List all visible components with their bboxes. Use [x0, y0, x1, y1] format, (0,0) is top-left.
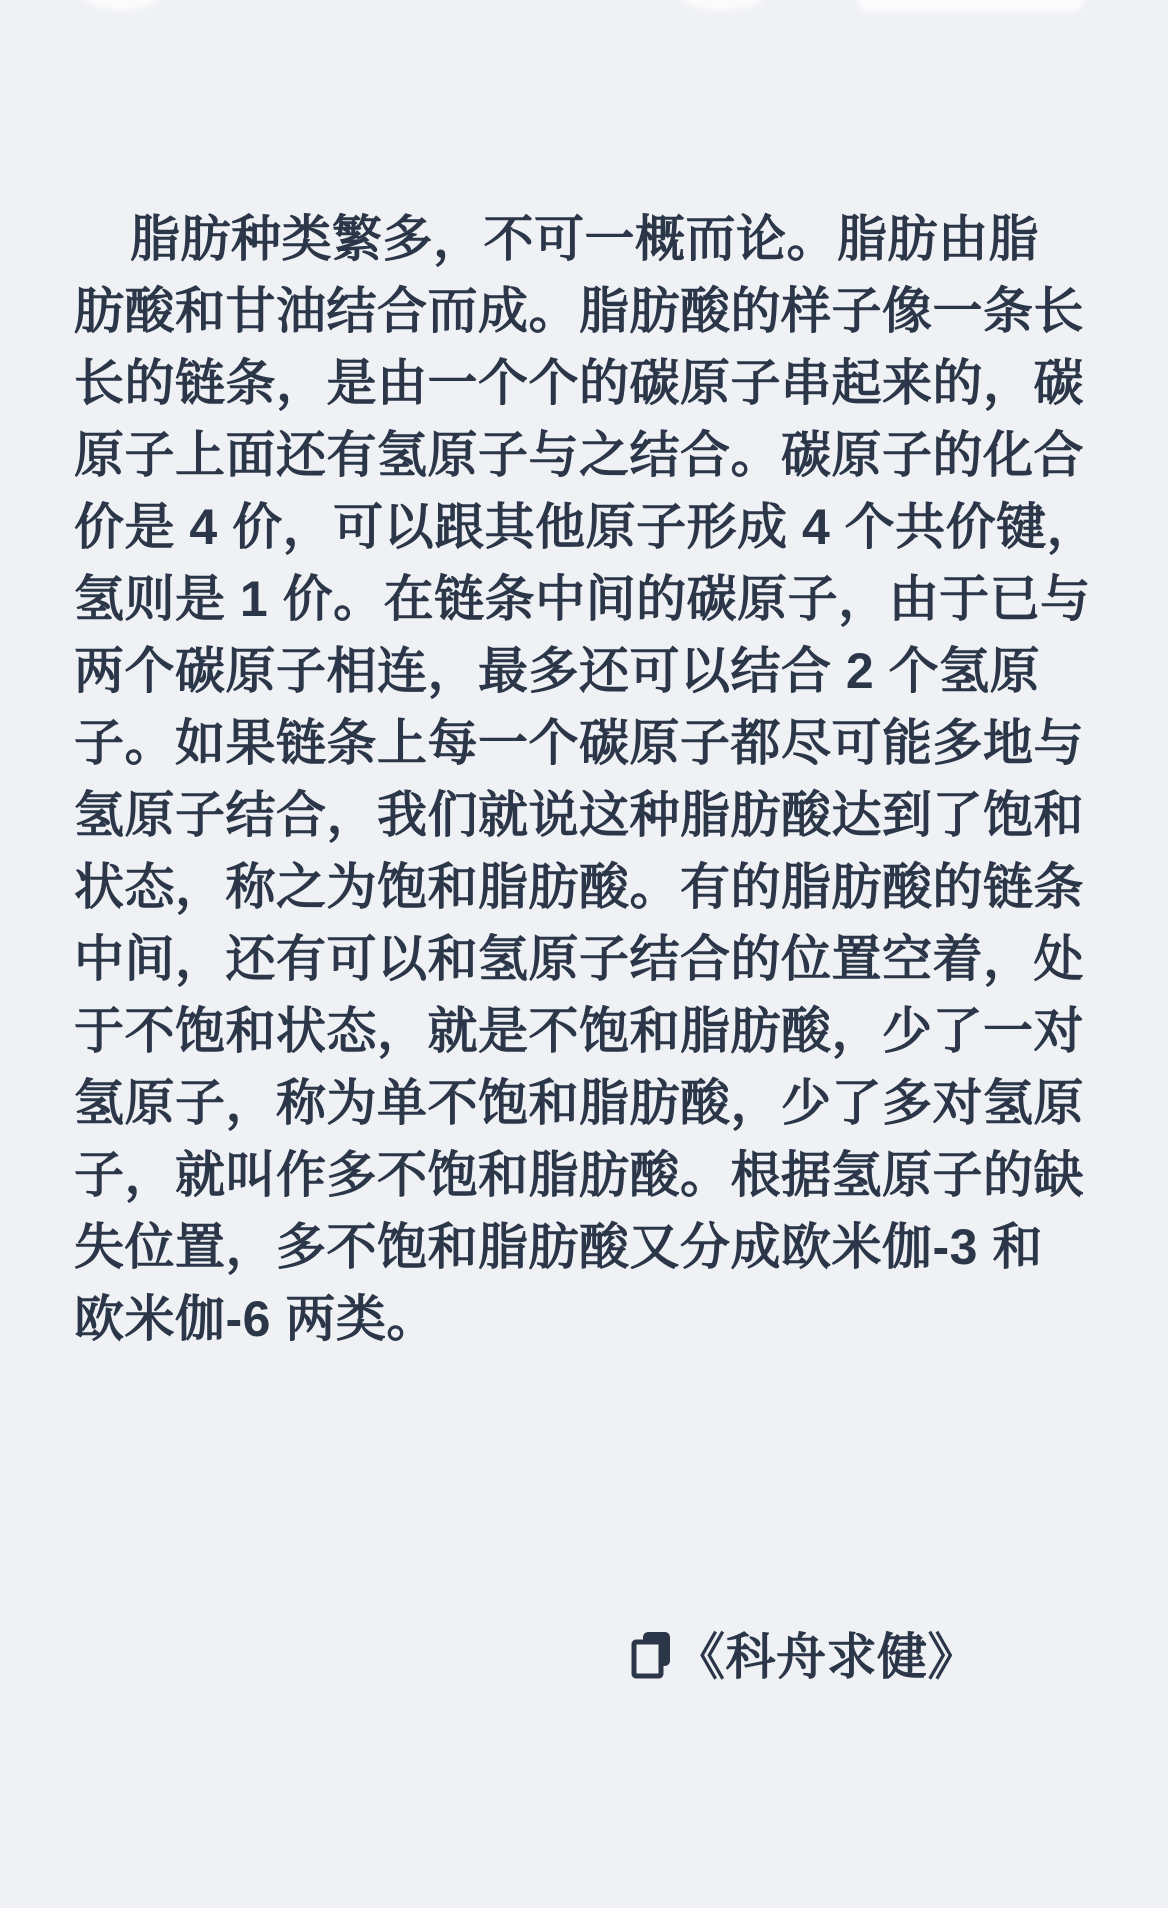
text-line: 欧米伽-6 两类。 — [74, 1291, 437, 1347]
text-line: 氢原子，称为单不饱和脂肪酸，少了多对氢原 — [74, 1075, 1084, 1131]
text-line: 子。如果链条上每一个碳原子都尽可能多地与 — [74, 715, 1084, 771]
text-line: 中间，还有可以和氢原子结合的位置空着，处 — [74, 931, 1084, 987]
citation-title: 《科舟求健》 — [675, 1629, 978, 1685]
text-line: 两个碳原子相连，最多还可以结合 2 个氢原 — [74, 643, 1041, 699]
text-line: 失位置，多不饱和脂肪酸又分成欧米伽-3 和 — [74, 1219, 1043, 1275]
text-line: 价是 4 价，可以跟其他原子形成 4 个共价键， — [74, 499, 1098, 555]
text-line: 状态，称之为饱和脂肪酸。有的脂肪酸的链条 — [74, 859, 1084, 915]
text-line: 脂肪种类繁多，不可一概而论。脂肪由脂 — [130, 211, 1039, 267]
text-line: 原子上面还有氢原子与之结合。碳原子的化合 — [74, 427, 1084, 483]
text-line: 氢则是 1 价。在链条中间的碳原子，由于已与 — [74, 571, 1091, 627]
text-line: 子，就叫作多不饱和脂肪酸。根据氢原子的缺 — [74, 1147, 1084, 1203]
text-line: 氢原子结合，我们就说这种脂肪酸达到了饱和 — [74, 787, 1084, 843]
text-line: 长的链条，是由一个个的碳原子串起来的，碳 — [74, 355, 1084, 411]
book-pages-icon — [630, 1626, 672, 1674]
paragraph — [74, 203, 1098, 1355]
citation-line — [74, 1621, 1094, 1693]
text-line: 于不饱和状态，就是不饱和脂肪酸，少了一对 — [74, 1003, 1084, 1059]
text-line: 肪酸和甘油结合而成。脂肪酸的样子像一条长 — [74, 283, 1084, 339]
